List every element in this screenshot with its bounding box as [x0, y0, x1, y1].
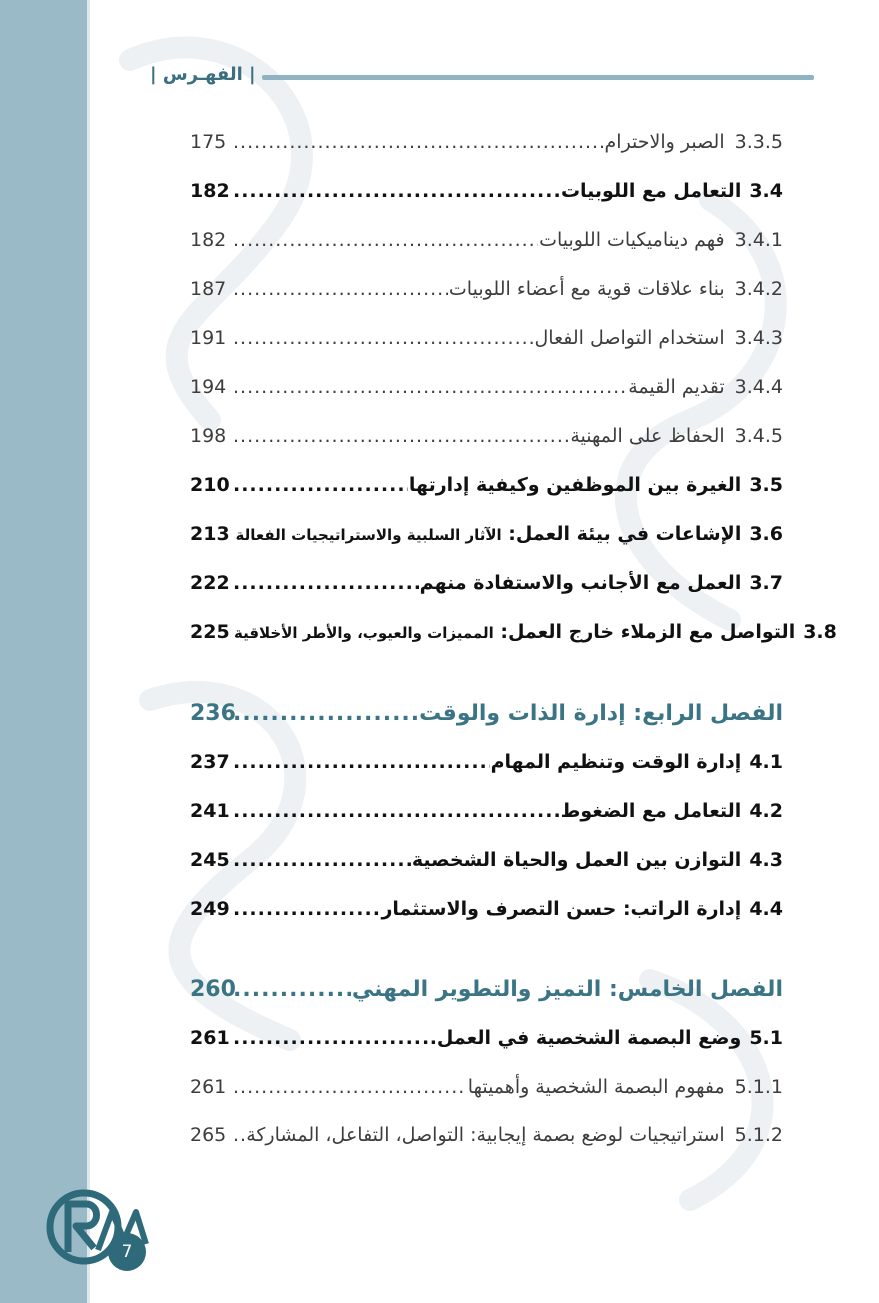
toc-section-row[interactable]: [190, 745, 783, 779]
toc-page-number: 237: [190, 751, 230, 773]
toc-entry-subtitle: الآثار السلبية والاستراتيجيات الفعالة: [235, 526, 502, 544]
toc-entry-number: 4.3: [749, 849, 783, 871]
toc-entry-title-main: التوازن بين العمل والحياة الشخصية: [411, 849, 742, 871]
toc-section-row[interactable]: [190, 517, 783, 551]
toc-page-number: 260: [190, 976, 236, 1002]
toc-leader-dots: [233, 474, 408, 496]
toc-entry-number: 3.7: [749, 572, 783, 594]
toc-page-number: 182: [190, 180, 230, 202]
toc-entry-title: [561, 800, 742, 822]
toc-subsection-row[interactable]: [190, 1070, 783, 1104]
toc-entry-number: 3.4.2: [734, 278, 783, 300]
toc-leader-dots: [233, 327, 533, 349]
toc-page-number: 225: [190, 621, 230, 643]
toc-entry-number: 3.4.5: [734, 425, 783, 447]
header-rule: [262, 75, 814, 80]
toc-entry-title: [561, 180, 741, 202]
page-header: [150, 64, 814, 94]
toc-entry-number: 5.1.1: [734, 1076, 783, 1098]
toc-entry-title: [246, 1124, 724, 1146]
toc-leader-dots: [233, 898, 380, 920]
toc-entry-title: [234, 621, 795, 643]
toc-entry-title-main: الصبر والاحترام: [604, 131, 725, 153]
toc-page-number: 210: [190, 474, 230, 496]
toc-entry-title-main: وضع البصمة الشخصية في العمل.: [429, 1027, 742, 1049]
toc-section-row[interactable]: [190, 843, 783, 877]
toc-entry-number: 4.4: [749, 898, 783, 920]
toc-entry-number: 5.1: [749, 1027, 783, 1049]
toc-section-row[interactable]: [190, 892, 783, 926]
toc-entry-subtitle: المميزات والعيوب، والأطر الأخلاقية: [234, 624, 494, 642]
toc-page-number: 191: [190, 327, 227, 349]
toc-entry-title: [420, 572, 742, 594]
toc-entry-number: 5.1.2: [734, 1124, 783, 1146]
toc-chapter-row[interactable]: [190, 972, 783, 1006]
toc-entry-title-main: استخدام التواصل الفعال: [534, 327, 725, 349]
toc-leader-dots: [233, 572, 419, 594]
toc-page-number: 198: [190, 425, 227, 447]
toc-entry-title-main: تقديم القيمة: [628, 376, 725, 398]
toc-entry-title: [409, 474, 741, 496]
toc-subsection-row[interactable]: [190, 272, 783, 306]
toc-entry-number: 3.6: [749, 523, 783, 545]
toc-entry-title: [352, 977, 783, 1002]
toc-entry-title-main: فهم ديناميكيات اللوبيات: [539, 229, 725, 251]
toc-entry-title: [419, 701, 783, 726]
toc-page-number: 236: [190, 700, 236, 726]
toc-entry-number: 3.4.1: [734, 229, 783, 251]
toc-leader-dots: [233, 849, 411, 871]
toc-section-row[interactable]: [190, 615, 837, 649]
toc-entry-title-main: التعامل مع الضغوط: [560, 800, 742, 822]
toc-leader-dots: [233, 229, 538, 251]
toc-entry-number: 4.1: [749, 751, 783, 773]
toc-page-number: 213: [190, 523, 230, 545]
toc-leader-dots: [233, 278, 448, 300]
toc-entry-title-main: الغيرة بين الموظفين وكيفية إدارتها: [408, 474, 742, 496]
toc-leader-dots: [233, 1027, 429, 1049]
toc-entry-title: [468, 1076, 725, 1098]
toc-leader-dots: [233, 131, 604, 153]
toc-leader-dots: [233, 180, 560, 202]
toc-entry-title-main: التعامل مع اللوبيات: [560, 180, 742, 202]
toc-page-number: 175: [190, 131, 227, 153]
toc-entry-number: 3.4.3: [734, 327, 783, 349]
toc-entry-number: 3.5: [749, 474, 783, 496]
toc-entry-title-main: إدارة الوقت وتنظيم المهام: [490, 751, 742, 773]
toc-entry-title: [412, 849, 741, 871]
toc-page-number: 245: [190, 849, 230, 871]
toc-entry-title-main: الفصل الرابع: إدارة الذات والوقت: [419, 700, 783, 726]
toc-leader-dots: [233, 523, 235, 545]
toc-entry-title-main: استراتيجيات لوضع بصمة إيجابية: التواصل، التفاعل، المشاركة: [246, 1124, 725, 1146]
toc-subsection-row[interactable]: [190, 419, 783, 453]
toc-entry-number: 3.3.5: [734, 131, 783, 153]
toc-page-number: 241: [190, 800, 230, 822]
toc-entry-title-main: التواصل مع الزملاء خارج العمل:: [500, 621, 796, 643]
toc-page-number: 261: [190, 1076, 227, 1098]
toc-entry-number: 3.4.4: [734, 376, 783, 398]
toc-chapter-row[interactable]: [190, 696, 783, 730]
page-number-badge: 7: [108, 1233, 146, 1271]
left-color-band: [0, 0, 87, 1303]
toc-entry-title: [236, 523, 742, 545]
toc-page-number: 222: [190, 572, 230, 594]
toc-leader-dots: [233, 800, 560, 822]
toc-entry-title-main: العمل مع الأجانب والاستفادة منهم: [419, 572, 742, 594]
toc-leader-dots: [233, 1124, 245, 1146]
toc-page-number: 261: [190, 1027, 230, 1049]
toc-subsection-row[interactable]: [190, 370, 783, 404]
toc-leader-dots: [233, 425, 569, 447]
toc-subsection-row[interactable]: [190, 125, 783, 159]
toc-entry-title: [491, 751, 742, 773]
toc-leader-dots: [233, 977, 351, 1002]
toc-section-row[interactable]: [190, 794, 783, 828]
toc-page-number: 182: [190, 229, 227, 251]
toc-subsection-row[interactable]: [190, 1118, 783, 1152]
toc-section-row[interactable]: [190, 468, 783, 502]
toc-page-number: 187: [190, 278, 227, 300]
toc-entry-title-main: الإشاعات في بيئة العمل:: [508, 523, 742, 545]
toc-entry-title: [449, 278, 725, 300]
toc-subsection-row[interactable]: [190, 321, 783, 355]
toc-entry-title: [381, 898, 741, 920]
toc-entry-title: [534, 327, 724, 349]
toc-entry-title-main: مفهوم البصمة الشخصية وأهميتها: [467, 1076, 725, 1098]
toc-entry-title-main: الفصل الخامس: التميز والتطوير المهني: [351, 976, 783, 1002]
toc-leader-dots: [233, 376, 627, 398]
toc-entry-title: [539, 229, 725, 251]
toc-leader-dots: [233, 701, 418, 726]
toc-subsection-row[interactable]: [190, 223, 783, 257]
toc-entry-title-main: الحفاظ على المهنية: [570, 425, 725, 447]
toc-entry-title: [570, 425, 724, 447]
toc-section-row[interactable]: [190, 566, 783, 600]
toc-entry-number: 4.2: [749, 800, 783, 822]
toc-entry-title-main: بناء علاقات قوية مع أعضاء اللوبيات: [448, 278, 725, 300]
toc-entry-title-main: إدارة الراتب: حسن التصرف والاستثمار: [381, 898, 742, 920]
toc-page-number: 249: [190, 898, 230, 920]
toc-entry-title: [430, 1027, 742, 1049]
toc-entry-number: 3.4: [749, 180, 783, 202]
toc-page-number: 265: [190, 1124, 227, 1146]
toc-entry-number: 3.8: [803, 621, 837, 643]
header-title: | الفهـرس |: [150, 64, 256, 85]
toc-section-row[interactable]: [190, 174, 783, 208]
toc-section-row[interactable]: [190, 1021, 783, 1055]
toc-page-number: 194: [190, 376, 227, 398]
toc-leader-dots: [233, 751, 490, 773]
toc-leader-dots: [233, 1076, 467, 1098]
toc-entry-title: [605, 131, 725, 153]
toc-entry-title: [628, 376, 724, 398]
